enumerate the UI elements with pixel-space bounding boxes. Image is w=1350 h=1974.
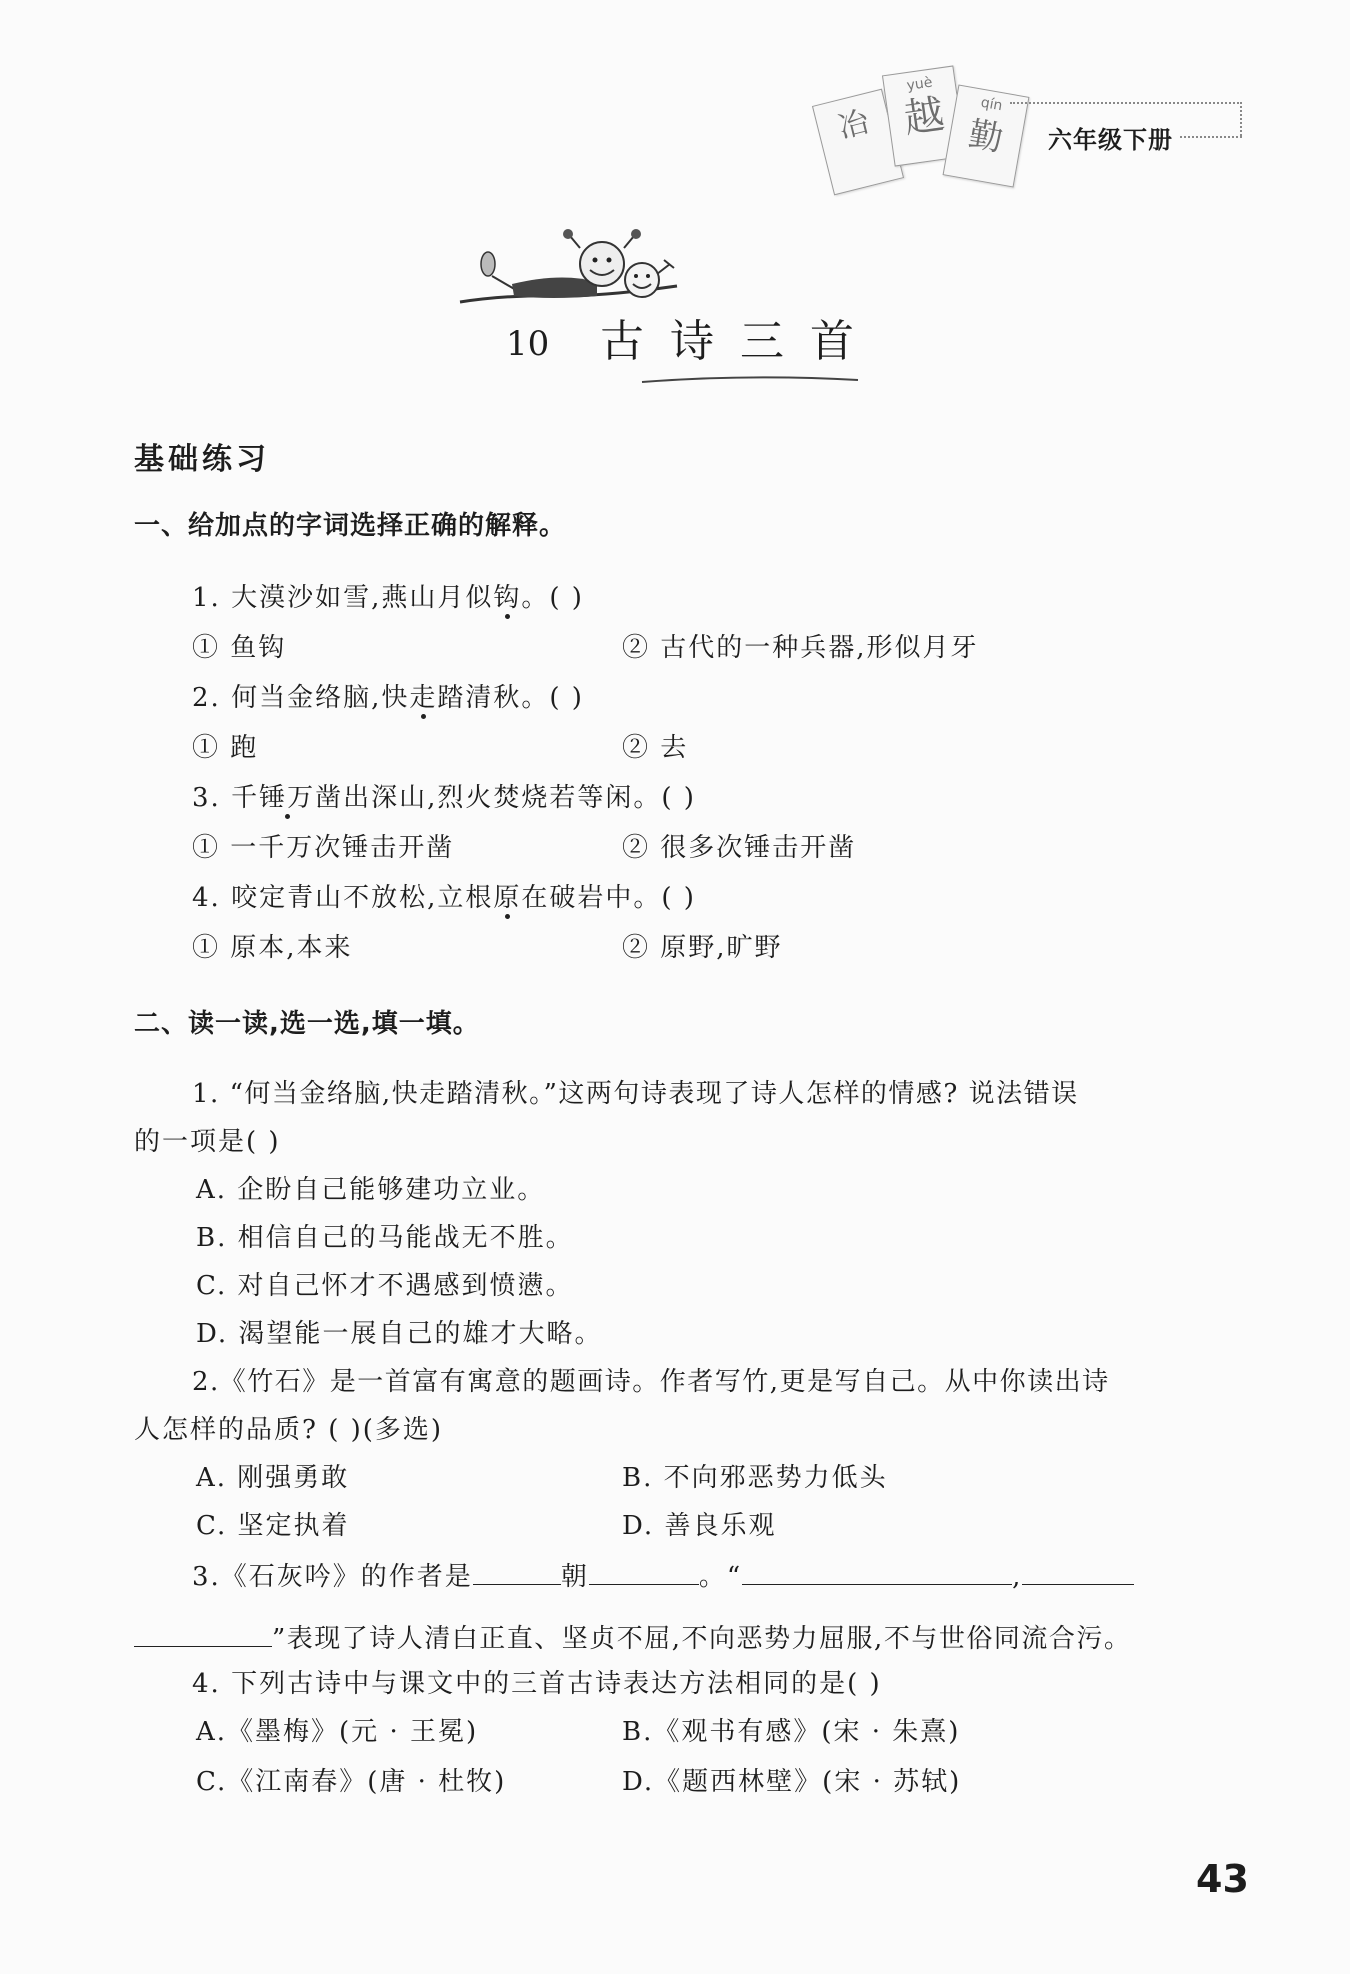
section-title: 基础练习 — [134, 442, 270, 477]
dotted-word: 原 — [493, 883, 522, 913]
answer-blank[interactable] — [589, 1556, 699, 1585]
header-rule-end — [1240, 102, 1242, 136]
part2-q2-line1: 2.《竹石》是一首富有寓意的题画诗。作者写竹,更是写自己。从中你读出诗 — [192, 1367, 1110, 1397]
dotted-word: 钩 — [493, 583, 522, 613]
part2-q1-option-d: D. 渴望能一展自己的雄才大略。 — [196, 1319, 603, 1349]
part2-q2-option-b: B. 不向邪恶势力低头 — [622, 1463, 888, 1493]
answer-blank[interactable] — [1022, 1556, 1134, 1585]
part2-q3-line1: 3.《石灰吟》的作者是 朝 。“ , — [192, 1556, 1134, 1595]
header-rule-bottom — [1180, 136, 1242, 138]
part2-q1-option-a: A. 企盼自己能够建功立业。 — [196, 1175, 546, 1205]
part1-q1-option1: ① 鱼钩 — [192, 633, 287, 663]
lesson-number: 10 — [506, 324, 550, 364]
part1-q3: 3. 千锤万凿出深山,烈火焚烧若等闲。( ) — [192, 783, 696, 813]
dotted-word: 走 — [409, 683, 438, 713]
part2-q2-option-c: C. 坚定执着 — [196, 1511, 350, 1541]
part2-heading: 二、读一读,选一选,填一填。 — [134, 1009, 480, 1039]
part1-q1: 1. 大漠沙如雪,燕山月似钩。( ) — [192, 583, 584, 613]
part2-q1-line2: 的一项是( ) — [134, 1127, 281, 1157]
page-number: 43 — [1196, 1857, 1249, 1901]
grade-label: 六年级下册 — [1048, 126, 1173, 154]
part1-q2-option1: ① 跑 — [192, 733, 259, 763]
answer-blank[interactable] — [134, 1618, 272, 1647]
part2-q3-line2: ”表现了诗人清白正直、坚贞不屈,不向恶势力屈服,不与世俗同流合污。 — [134, 1618, 1131, 1657]
part1-q4-option1: ① 原本,本来 — [192, 933, 353, 963]
part2-q2-option-d: D. 善良乐观 — [622, 1511, 777, 1541]
part1-q2-option2: ② 去 — [622, 733, 689, 763]
part2-q4-line: 4. 下列古诗中与课文中的三首古诗表达方法相同的是( ) — [192, 1669, 882, 1699]
part1-q1-option2: ② 古代的一种兵器,形似月牙 — [622, 633, 979, 663]
part2-q1-line1: 1. “何当金络脑,快走踏清秋。”这两句诗表现了诗人怎样的情感? 说法错误 — [192, 1079, 1079, 1109]
part2-q2-option-a: A. 刚强勇敢 — [196, 1463, 350, 1493]
part1-q2: 2. 何当金络脑,快走踏清秋。( ) — [192, 683, 584, 713]
header-card-2: yuè 越 — [882, 65, 966, 166]
part2-q4-option-d: D.《题西林壁》(宋 · 苏轼) — [622, 1767, 962, 1797]
header-card-char: 越 — [901, 91, 948, 143]
answer-blank[interactable] — [742, 1556, 1012, 1585]
lesson-title: 古 诗 三 首 — [600, 316, 860, 367]
part1-q4: 4. 咬定青山不放松,立根原在破岩中。( ) — [192, 883, 696, 913]
header-card-char: 勤 — [965, 114, 1007, 160]
part1-q3-option1: ① 一千万次锤击开凿 — [192, 833, 455, 863]
part2-q4-option-b: B.《观书有感》(宋 · 朱熹) — [622, 1717, 961, 1747]
title-underline — [640, 372, 860, 386]
part2-q4-option-c: C.《江南春》(唐 · 杜牧) — [196, 1767, 507, 1797]
header-card-3: qín 勤 — [943, 84, 1030, 187]
part2-q1-option-c: C. 对自己怀才不遇感到愤懑。 — [196, 1271, 574, 1301]
part1-q3-option2: ② 很多次锤击开凿 — [622, 833, 857, 863]
header-card-char: 冶 — [834, 104, 873, 146]
answer-blank[interactable] — [473, 1556, 561, 1585]
part1-heading: 一、给加点的字词选择正确的解释。 — [134, 511, 567, 541]
dotted-word: 千锤万凿 — [231, 783, 344, 813]
part2-q1-option-b: B. 相信自己的马能战无不胜。 — [196, 1223, 574, 1253]
part2-q4-option-a: A.《墨梅》(元 · 王冕) — [196, 1717, 479, 1747]
part2-q2-line2: 人怎样的品质? ( )(多选) — [134, 1415, 444, 1445]
part1-q4-option2: ② 原野,旷野 — [622, 933, 783, 963]
kids-illustration — [452, 224, 692, 324]
header-rule — [1010, 102, 1242, 104]
